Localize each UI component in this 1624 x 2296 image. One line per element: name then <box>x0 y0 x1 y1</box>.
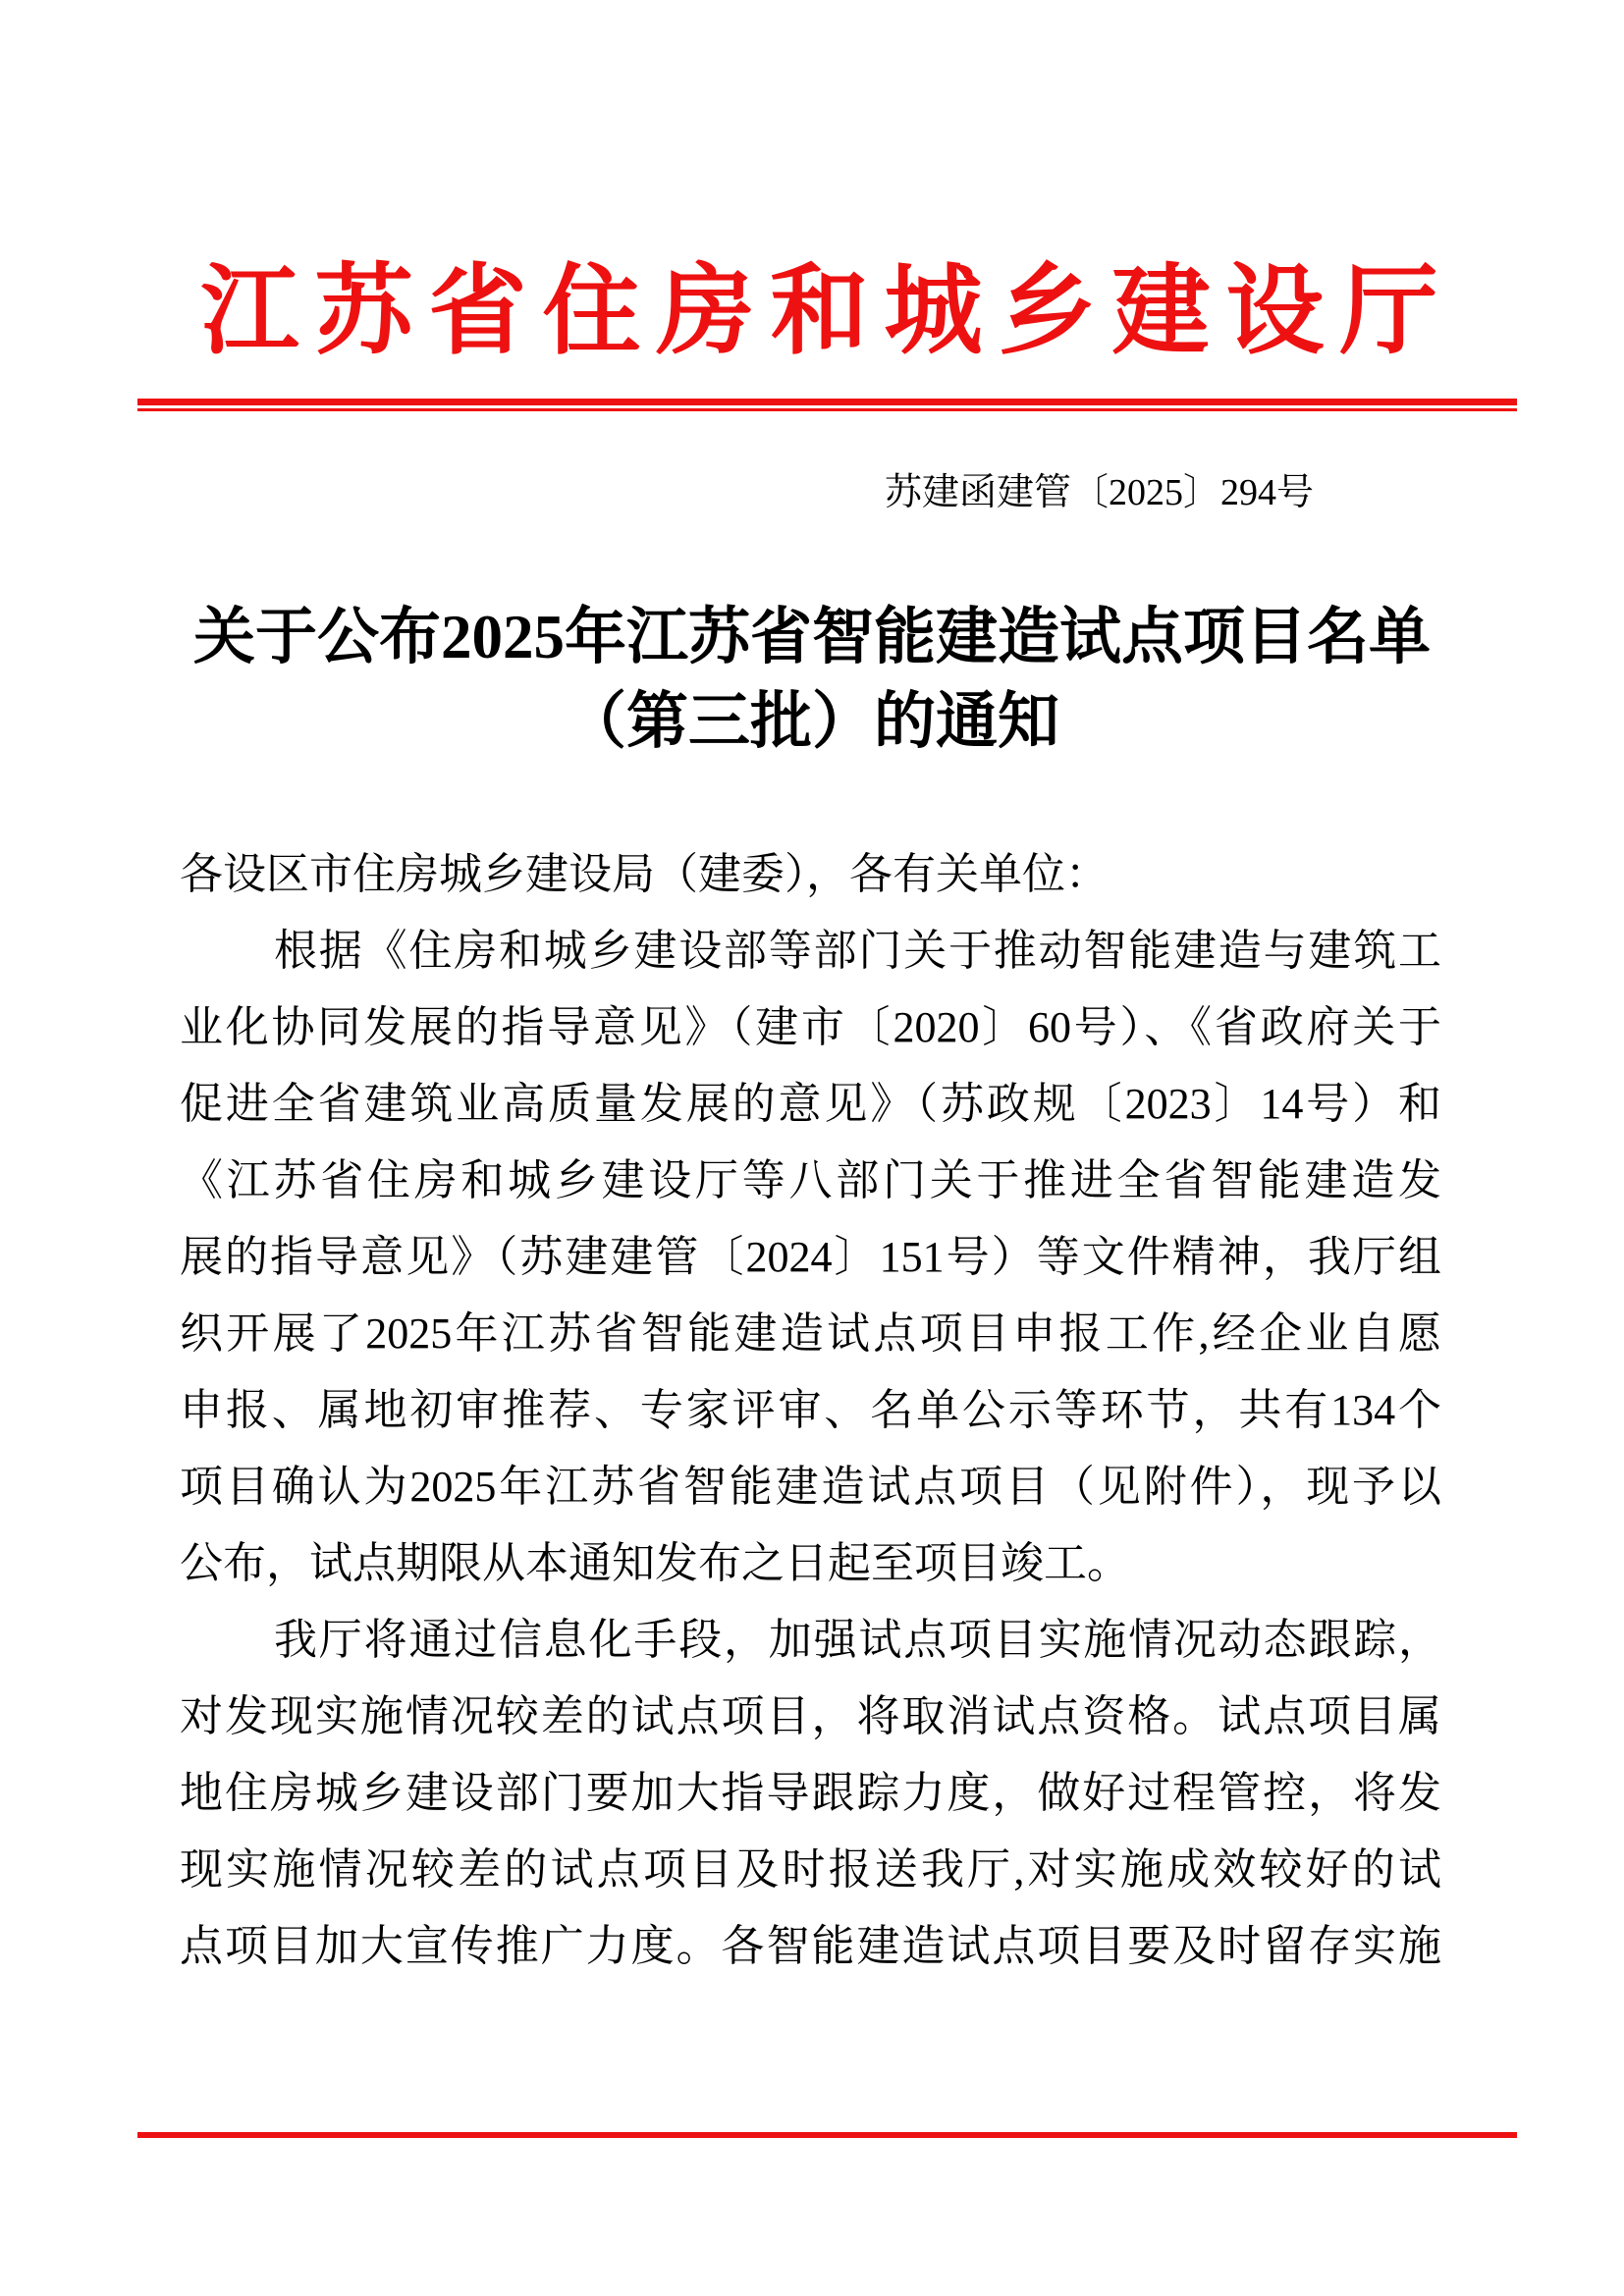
notice-body <box>180 836 1441 1985</box>
body-line: 我厅将通过信息化手段，加强试点项目实施情况动态跟踪， <box>274 1616 1441 1664</box>
letterhead-divider-line <box>137 399 1517 411</box>
body-line: 申报、属地初审推荐、专家评审、名单公示等环节，共有134个 <box>180 1386 1441 1434</box>
body-line: 公布，试点期限从本通知发布之日起至项目竣工。 <box>180 1539 1130 1587</box>
body-line: 《江苏省住房和城乡建设厅等八部门关于推进全省智能建造发 <box>180 1156 1441 1204</box>
notice-title-line-1: 关于公布2025年江苏省智能建造试点项目名单 <box>193 603 1431 671</box>
letterhead-org-name: 江苏省住房和城乡建设厅 <box>200 257 1454 366</box>
body-line: 点项目加大宣传推广力度。各智能建造试点项目要及时留存实施 <box>180 1922 1441 1970</box>
footer-divider-line <box>137 2132 1517 2138</box>
body-line: 业化协同发展的指导意见》（建市〔2020〕60号）、《省政府关于 <box>180 1003 1441 1051</box>
body-line: 项目确认为2025年江苏省智能建造试点项目（见附件），现予以 <box>180 1463 1441 1511</box>
notice-title-line-2: （第三批）的通知 <box>565 687 1059 756</box>
notice-title <box>98 595 1526 764</box>
document-number: 苏建函建管〔2025〕294号 <box>884 472 1314 513</box>
body-line: 展的指导意见》（苏建建管〔2024〕151号）等文件精神，我厅组 <box>180 1233 1441 1281</box>
salutation-line: 各设区市住房城乡建设局（建委），各有关单位： <box>180 850 1109 898</box>
body-line: 织开展了2025年江苏省智能建造试点项目申报工作,经企业自愿 <box>180 1309 1441 1358</box>
body-line: 现实施情况较差的试点项目及时报送我厅,对实施成效较好的试 <box>180 1845 1441 1894</box>
body-line: 对发现实施情况较差的试点项目，将取消试点资格。试点项目属 <box>180 1692 1441 1740</box>
body-line: 地住房城乡建设部门要加大指导跟踪力度，做好过程管控，将发 <box>180 1769 1441 1817</box>
body-line: 促进全省建筑业高质量发展的意见》（苏政规〔2023〕14号）和 <box>180 1080 1441 1128</box>
body-line: 根据《住房和城乡建设部等部门关于推动智能建造与建筑工 <box>274 927 1441 975</box>
